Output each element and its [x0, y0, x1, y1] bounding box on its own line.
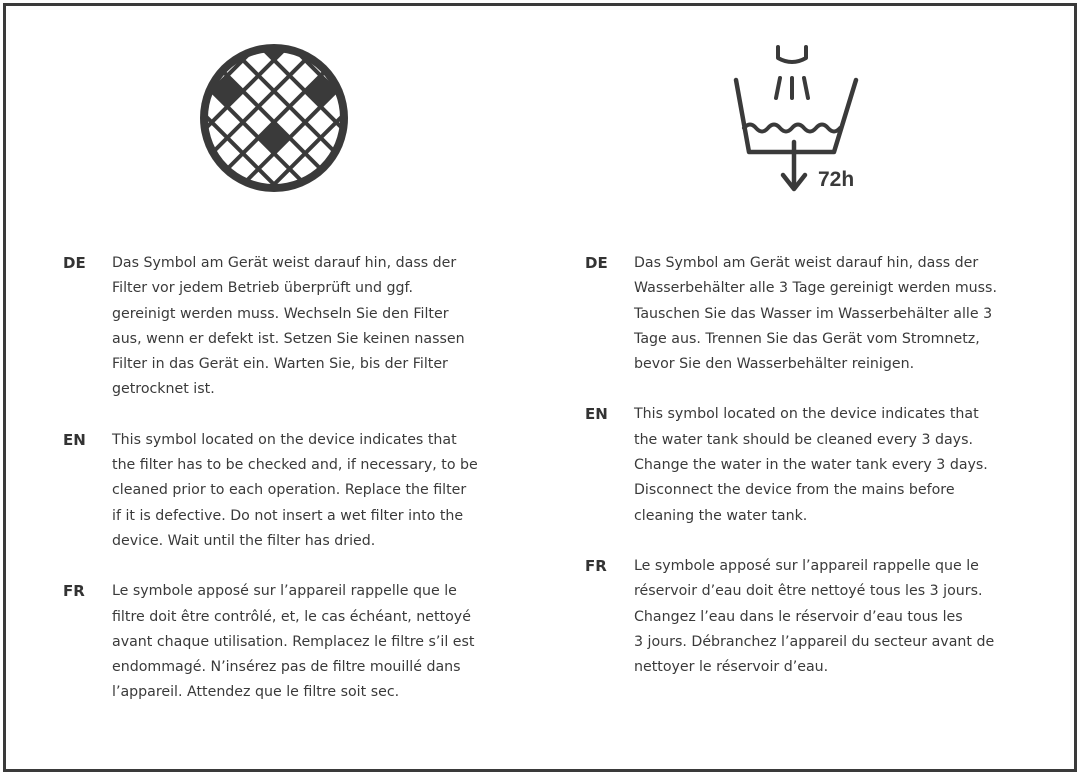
tank-72h-label: 72h: [818, 168, 855, 191]
instruction-text: This symbol located on the device indicates that the filter has to be checked and, if necessary, to be cleaned prior to each operation. Replace the filter if it is defective. Do not insert a wet filter into the device. Wait until the filter has dried.: [112, 431, 478, 549]
instruction-text: Das Symbol am Gerät weist darauf hin, dass der Filter vor jedem Betrieb überprüft und ggf. gereinigt werden muss. Wechseln Sie den Filter aus, wenn er defekt ist. Setzen Sie keinen nassen Filter in das Gerät ein. Warten Sie, bis der Filter getrocknet ist.: [112, 255, 465, 398]
language-block-fr: [585, 554, 1029, 680]
language-block-en: [63, 428, 502, 554]
instruction-text: Das Symbol am Gerät weist darauf hin, dass der Wasserbehälter alle 3 Tage gereinigt werden muss. Tauschen Sie das Wasser im Wasserbehälter alle 3 Tage aus. Trennen Sie das Gerät vom Stromnetz, bevor Sie den Wasserbehälter reinigen.: [634, 255, 997, 373]
language-code: DE: [63, 254, 86, 272]
language-code: EN: [585, 405, 608, 424]
language-code: EN: [63, 430, 86, 449]
language-code: FR: [585, 556, 607, 575]
filter-icon: [199, 43, 349, 193]
filter-instructions: [63, 251, 502, 706]
water-tank-instructions: [585, 251, 1029, 680]
language-code: DE: [585, 254, 608, 272]
instruction-text: This symbol located on the device indicates that the water tank should be cleaned every 3 days. Change the water in the water tank every 3 days. Disconnect the device from the mains before cleaning the water tank.: [634, 406, 988, 524]
water-tank-72h-icon: [730, 42, 865, 194]
language-block-en: [585, 402, 1029, 528]
language-block-de: [585, 251, 1029, 377]
language-block-de: [63, 251, 502, 403]
instruction-text: Le symbole apposé sur l’appareil rappelle que le réservoir d’eau doit être nettoyé tous les 3 jours. Changez l’eau dans le réservoir d’eau tous les 3 jours. Débranchez l’appareil du secteur avant de nettoyer le réservoir d’eau.: [634, 557, 995, 676]
language-code: FR: [63, 582, 85, 601]
instruction-text: Le symbole apposé sur l’appareil rappelle que le filtre doit être contrôlé, et, le cas échéant, nettoyé avant chaque utilisation. Remplacez le filtre s’il est endommagé. N’insérez pas de filtre mouillé dans l’appareil. Attendez que le filtre soit sec.: [112, 583, 475, 701]
language-block-fr: [63, 579, 502, 705]
